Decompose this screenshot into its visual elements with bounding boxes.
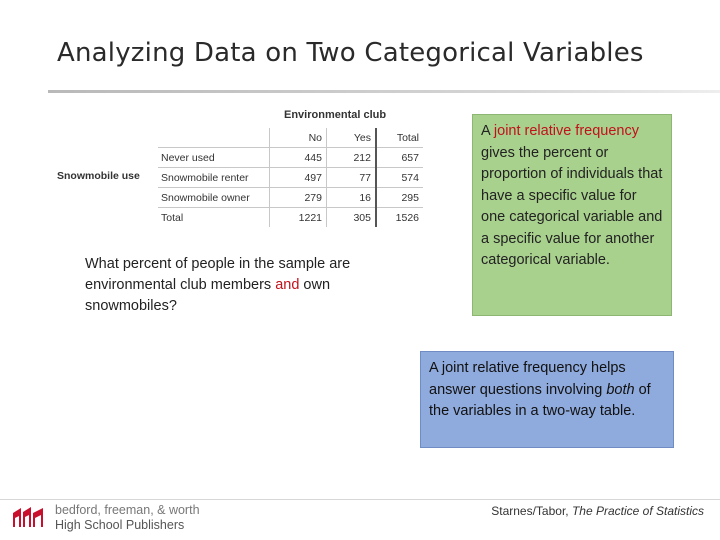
cell: 445 bbox=[270, 148, 327, 168]
note-box bbox=[420, 351, 674, 448]
publisher-line1: bedford, freeman, & worth bbox=[55, 503, 200, 517]
publisher-line2: High School Publishers bbox=[55, 518, 185, 532]
table-row bbox=[158, 188, 423, 208]
citation-book-title: The Practice of Statistics bbox=[571, 504, 704, 518]
column-variable-label: Environmental club bbox=[284, 109, 387, 121]
question-text bbox=[85, 254, 375, 317]
note-part1: A joint relative frequency helps answer questions involving bbox=[429, 360, 626, 398]
cell: 77 bbox=[327, 168, 377, 188]
question-part2: own snowmobiles? bbox=[85, 277, 331, 314]
note-emphasis: both bbox=[606, 381, 635, 398]
definition-box bbox=[472, 114, 672, 316]
citation-authors: Starnes/Tabor, bbox=[491, 504, 572, 518]
cell: 212 bbox=[327, 148, 377, 168]
cell: 657 bbox=[376, 148, 423, 168]
cell: 1221 bbox=[270, 208, 327, 228]
note-part2: of the variables in a two-way table. bbox=[429, 381, 651, 419]
publisher-name bbox=[55, 503, 200, 533]
header-no: No bbox=[270, 128, 327, 148]
table-row bbox=[158, 148, 423, 168]
cell: 295 bbox=[376, 188, 423, 208]
slide-title: Analyzing Data on Two Categorical Variables bbox=[57, 38, 644, 68]
cell: 1526 bbox=[376, 208, 423, 228]
footer-divider bbox=[0, 499, 720, 500]
question-part1: What percent of people in the sample are environmental club members bbox=[85, 256, 351, 293]
table-total-row bbox=[158, 208, 423, 228]
cell: 497 bbox=[270, 168, 327, 188]
definition-prefix: A bbox=[481, 123, 494, 139]
publisher-logo-icon bbox=[12, 505, 46, 529]
title-divider bbox=[48, 90, 720, 93]
definition-text: gives the percent or proportion of individuals that have a specific value for one categorical variable and a specific value for another categorical variable. bbox=[481, 144, 663, 268]
row-variable-label: Snowmobile use bbox=[57, 170, 140, 182]
book-citation bbox=[491, 504, 704, 518]
row-label: Never used bbox=[158, 148, 270, 168]
table-row bbox=[158, 168, 423, 188]
definition-term: joint relative frequency bbox=[493, 123, 639, 139]
row-label: Total bbox=[158, 208, 270, 228]
two-way-table bbox=[158, 128, 423, 227]
header-yes: Yes bbox=[327, 128, 377, 148]
cell: 574 bbox=[376, 168, 423, 188]
cell: 279 bbox=[270, 188, 327, 208]
question-highlight: and bbox=[275, 277, 300, 293]
cell: 305 bbox=[327, 208, 377, 228]
row-label: Snowmobile renter bbox=[158, 168, 270, 188]
cell: 16 bbox=[327, 188, 377, 208]
header-total: Total bbox=[376, 128, 423, 148]
table-header-row bbox=[158, 128, 423, 148]
row-label: Snowmobile owner bbox=[158, 188, 270, 208]
